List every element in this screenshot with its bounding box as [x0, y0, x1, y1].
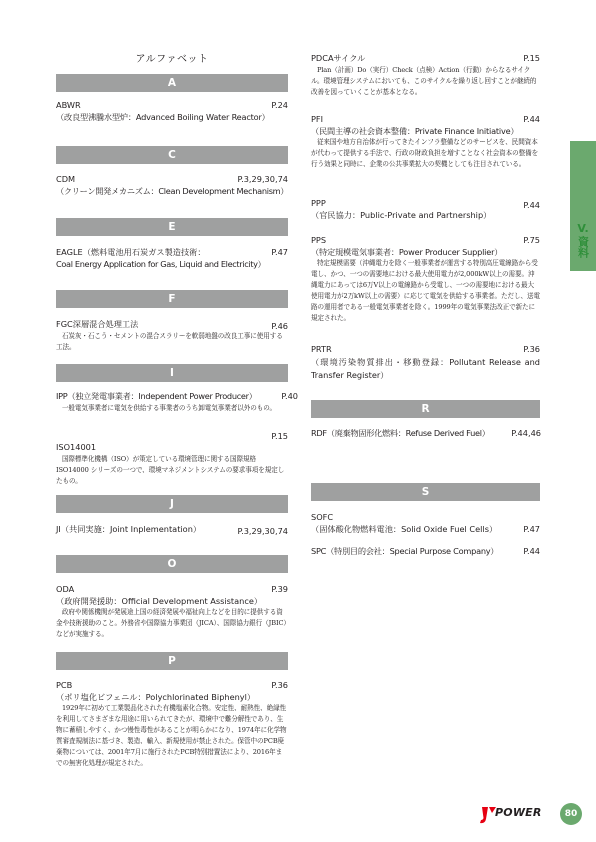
entry-term: ISO14001: [56, 442, 97, 452]
entry-page-ref: P.46: [271, 321, 288, 331]
entry-pfi: [311, 114, 540, 170]
section-bar-s: S: [311, 483, 540, 501]
entry-description: 国際標準化機構（ISO）が策定している環境管理に関する国際規格ISO14000 シリーズの一つで、環境マネジメントシステムの要求事項を規定したもの。: [56, 454, 285, 485]
entry-term-detail: （環境汚染物質排出・移動登録：Pollutant Release and Transfer Register）: [311, 356, 540, 380]
chapter-title-vertical: 資料: [576, 236, 590, 258]
entry-page-ref: P.44: [523, 114, 540, 124]
entry-page-ref: P.24: [271, 100, 288, 110]
section-bar-f: F: [56, 290, 288, 308]
entry-description: 特定規模需要（沖縄電力を除く一般事業者が運営する特別高圧電線路から受電し、かつ、一つの需要地における最大使用電力が2,000kW以上の需要。沖縄電力にあっては6万V以上の電線路から受電し、一つの需要地における最大使用電力が2万kW以上の需要）に応じて電気を供給する事業者。ただし、送電路の運用者である一般電気事業者を除く。1999年の電気事業法改正で新たに規定された。: [311, 259, 540, 322]
chapter-roman-numeral: V.: [577, 222, 589, 235]
section-bar-r: R: [311, 400, 540, 418]
entry-pdca: [311, 53, 540, 98]
entry-ppp: [311, 198, 540, 221]
entry-page-ref: P.47: [523, 524, 540, 534]
entry-term-detail: （クリーン開発メカニズム：Clean Development Mechanism）: [56, 185, 289, 196]
entry-term: PPP: [311, 198, 326, 208]
entry-term: EAGLE（燃料電池用石炭ガス製造技術：: [56, 247, 206, 257]
entry-spc: [311, 546, 540, 558]
entry-description: 一般電気事業者に電気を供給する事業者のうち卸電気事業者以外のもの。: [61, 403, 276, 412]
section-bar-c: C: [56, 146, 288, 164]
entry-page-ref: P.3,29,30,74: [237, 174, 288, 184]
entry-pps: [311, 235, 540, 324]
section-bar-a: A: [56, 74, 288, 92]
section-bar-p: P: [56, 652, 288, 670]
section-bar-i: I: [56, 364, 288, 382]
entry-cdm: [56, 174, 288, 197]
entry-rdf: [311, 428, 540, 440]
entry-page-ref: P.36: [271, 680, 288, 690]
entry-page-ref: P.15: [271, 431, 288, 441]
logo-wordmark: POWER: [495, 806, 542, 819]
entry-term: ABWR: [56, 100, 81, 110]
section-bar-e: E: [56, 218, 288, 236]
entry-page-ref: P.36: [523, 344, 540, 354]
chapter-side-label: [573, 222, 593, 258]
entry-term: PFI: [311, 114, 324, 124]
entry-term-detail: （民間主導の社会資本整備：Private Finance Initiative）: [311, 125, 519, 136]
entry-description: 石炭灰・石こう・セメントの混合スラリーを軟弱地盤の改良工事に使用する工法。: [56, 331, 283, 351]
entry-description: 政府や関係機関が発展途上国の経済発展や福祉向上などを目的に提供する資金や技術援助のこと。外務省や国際協力事業団（JICA）、国際協力銀行（JBIC）などが実施する。: [56, 608, 287, 638]
entry-ji: [56, 524, 288, 536]
entry-term-detail: （特定規模電気事業者：Power Producer Supplier）: [311, 246, 503, 257]
entry-description: 1929年に初めて工業製品化された有機塩素化合物。安定性、耐熱性、絶縁性を利用してさまざまな用途に用いられてきたが、環境中で難分解性であり、生物に蓄積しやすく、かつ慢性毒性があることが明らかになり、1974年に化学物質審査規制法に基づき、製造、輸入、新規使用が禁止された。保管中のPCB廃棄物については、2001年7月に施行されたPCB特別措置法により、2016年までの無害化処理が規定された。: [56, 704, 287, 767]
entry-term-detail: Coal Energy Application for Gas, Liquid and Electricity）: [56, 258, 266, 269]
entry-term: FGC深層混合処理工法: [56, 319, 139, 329]
entry-page-ref: P.15: [523, 53, 540, 63]
entry-description: 従来国や地方自治体が行ってきたインフラ整備などのサービスを、民間資本が代わって提供する手法で、行政の財政負担を増すことなく社会資本の整備を行う効果と同時に、企業の公共事業拡大の契機としても注目されている。: [311, 138, 539, 168]
entry-term: PDCAサイクル: [311, 53, 366, 63]
entry-term: CDM: [56, 174, 76, 184]
entry-term-detail: （改良型沸騰水型炉：Advanced Boiling Water Reactor）: [56, 111, 270, 122]
entry-term: SOFC: [311, 512, 334, 522]
entry-page-ref: P.40: [281, 391, 298, 401]
entry-term-detail: （ポリ塩化ビフェニル：Polychlorinated Biphenyl）: [56, 691, 256, 702]
entry-page-ref: P.39: [271, 584, 288, 594]
entry-page-ref: P.3,29,30,74: [237, 526, 288, 536]
entry-term: PPS: [311, 235, 327, 245]
entry-description: Plan（計画）Do（実行）Check（点検）Action（行動）からなるサイクル。環境管理システムにおいても、このサイクルを繰り返し回すことが継続的改善を図っていくことが基本となる。: [311, 65, 537, 96]
entry-page-ref: P.47: [271, 247, 288, 257]
entry-abwr: [56, 100, 288, 123]
entry-iso14001: [56, 431, 288, 487]
entry-term: JI（共同実施：Joint Inplementation）: [56, 524, 202, 534]
entry-term: ODA: [56, 584, 75, 594]
page-heading: アルファベット: [135, 54, 209, 65]
entry-term-detail: （固体酸化物燃料電池：Solid Oxide Fuel Cells）: [311, 524, 498, 534]
section-bar-j: J: [56, 495, 288, 513]
entry-term-detail: （政府開発援助：Official Development Assistance）: [56, 595, 263, 606]
entry-term: PRTR: [311, 344, 332, 354]
entry-page-ref: P.75: [523, 235, 540, 245]
entry-prtr: [311, 344, 540, 382]
entry-term: SPC（特別目的会社：Special Purpose Company）: [311, 546, 499, 556]
entry-fgc: [56, 319, 288, 353]
entry-ipp: [56, 391, 298, 414]
entry-page-ref: P.44,46: [511, 428, 541, 438]
page-number-badge: 80: [560, 803, 582, 825]
entry-term: PCB: [56, 680, 73, 690]
entry-oda: [56, 584, 288, 640]
section-bar-o: O: [56, 555, 288, 573]
entry-term: RDF（廃棄物固形化燃料：Refuse Derived Fuel）: [311, 428, 490, 438]
entry-eagle: [56, 247, 288, 270]
entry-sofc: [311, 512, 540, 536]
entry-term: IPP（独立発電事業者：Independent Power Producer）: [56, 391, 257, 401]
entry-pcb: [56, 680, 288, 769]
entry-page-ref: P.44: [523, 200, 540, 210]
entry-page-ref: P.44: [523, 546, 540, 556]
entry-term-detail: （官民協力：Public-Private and Partnership）: [311, 209, 492, 220]
